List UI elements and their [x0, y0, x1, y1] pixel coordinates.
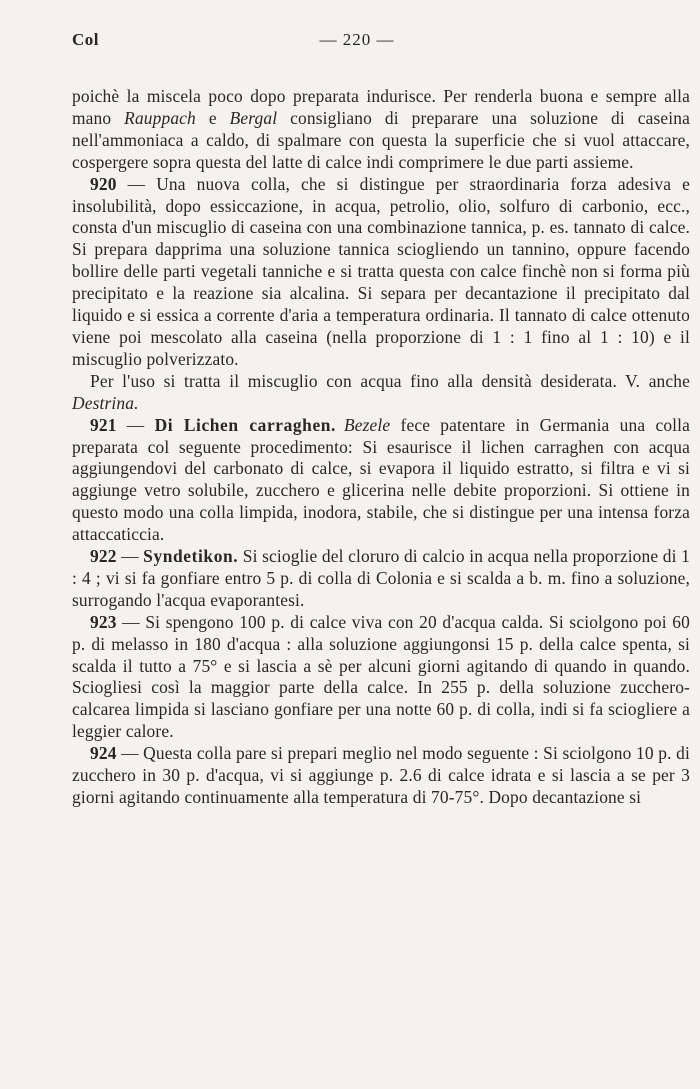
entry-922 [72, 546, 690, 612]
entry-number: 923 [90, 611, 117, 632]
cross-reference: Destrina. [72, 392, 139, 413]
running-head: Col [72, 30, 99, 49]
entry-text: Una nuova colla, che si distingue per straordinaria forza adesiva e insolubilità, dopo essiccazione, in acqua, petrolio, olio, solfuro di carbonio, ecc., consta d'un miscuglio di caseina con una combinazione tannica, p. es. tannato di calce. Si prepara dapprima una soluzione tannica sciogliendo un tannino, oppure facendo bollire delle parti vegetali tanniche e si tratta questa con calce finchè non si forma più precipitato e la reazione sia alcalina. Si separa per decantazione il precipitato dal liquido e si essica a corrente d'aria a temperatura ordinaria. Il tannato di calce ottenuto viene poi mescolato alla caseina (nella proporzione di 1 : 1 fino al 1 : 10) e il miscuglio polverizzato. [72, 173, 690, 369]
entry-920 [72, 174, 690, 371]
paragraph-usage [72, 371, 690, 415]
paragraph-text: consigliano di preparare una soluzione di caseina nell'ammoniaca a caldo, di spalmare con questa la superficie che si vuol attaccare, cospergere sopra questa del latte di calce indi comprimere le due parti assieme. [72, 107, 690, 172]
page-header [72, 30, 642, 58]
paragraph-text: e [195, 107, 230, 128]
page-body [72, 86, 690, 809]
author-name: Bergal [229, 107, 278, 128]
entry-dash: — [116, 173, 157, 194]
entry-923 [72, 612, 690, 743]
entry-number: 921 [90, 414, 117, 435]
entry-text: Si scioglie del cloruro di calcio in acqua nella proporzione di 1 : 4 ; vi si fa gonfiare entro 5 p. di colla di Colonia e si scalda a b. m. fino a soluzione, surrogando l'acqua evaporantesi. [72, 546, 690, 610]
paragraph-text: poichè la miscela poco dopo preparata indurisce. Per renderla buona e sempre alla mano [72, 86, 690, 128]
entry-heading: Di Lichen carraghen. [154, 414, 336, 435]
entry-dash: — [116, 546, 144, 567]
author-name: Bezele [344, 414, 391, 435]
page-number: — 220 — [319, 30, 395, 49]
entry-number: 920 [90, 173, 117, 194]
entry-dash: — [116, 743, 144, 764]
entry-heading: Syndetikon. [143, 546, 239, 567]
entry-text: fece patentare in Germania una colla preparata col seguente procedimento: Si esaurisce il lichen carraghen con acqua aggiungendovi del carbonato di calce, si evapora il liquido estratto, si filtra e vi si aggiunge vetro solubile, zucchero e glicerina nelle debite proporzioni. Si ottiene in questo modo una colla limpida, inodora, stabile, che si distingue per una intensa forza attaccaticcia. [72, 414, 690, 545]
entry-924 [72, 743, 690, 809]
entry-text: Questa colla pare si prepari meglio nel modo seguente : Si sciolgono 10 p. di zucchero in 30 p. d'acqua, vi si aggiunge p. 2.6 di calce idrata e si lascia a se per 3 giorni agitando continuamente alla temperatura di 70-75°. Dopo decantazione si [72, 743, 690, 807]
entry-number: 922 [90, 546, 117, 567]
entry-dash: — [116, 414, 155, 435]
entry-text: Si spengono 100 p. di calce viva con 20 d'acqua calda. Si sciolgono poi 60 p. di melasso in 180 d'acqua : alla soluzione aggiungonsi 15 p. della calce spenta, si scalda il tutto a 75° e si lascia a sè per alcuni giorni agitando di quando in quando. Sciogliesi così la maggior parte della calce. In 255 p. della soluzione zucchero-calcarea limpida si lasciano gonfiare per una notte 60 p. di colla, indi si fa sciogliere a leggier calore. [72, 611, 690, 742]
author-name: Rauppach [124, 107, 196, 128]
entry-921 [72, 415, 690, 546]
entry-dash: — [116, 611, 146, 632]
paragraph-text: Per l'uso si tratta il miscuglio con acqua fino alla densità desiderata. V. anche [90, 370, 690, 391]
entry-number: 924 [90, 743, 117, 764]
paragraph-continuation [72, 86, 690, 174]
